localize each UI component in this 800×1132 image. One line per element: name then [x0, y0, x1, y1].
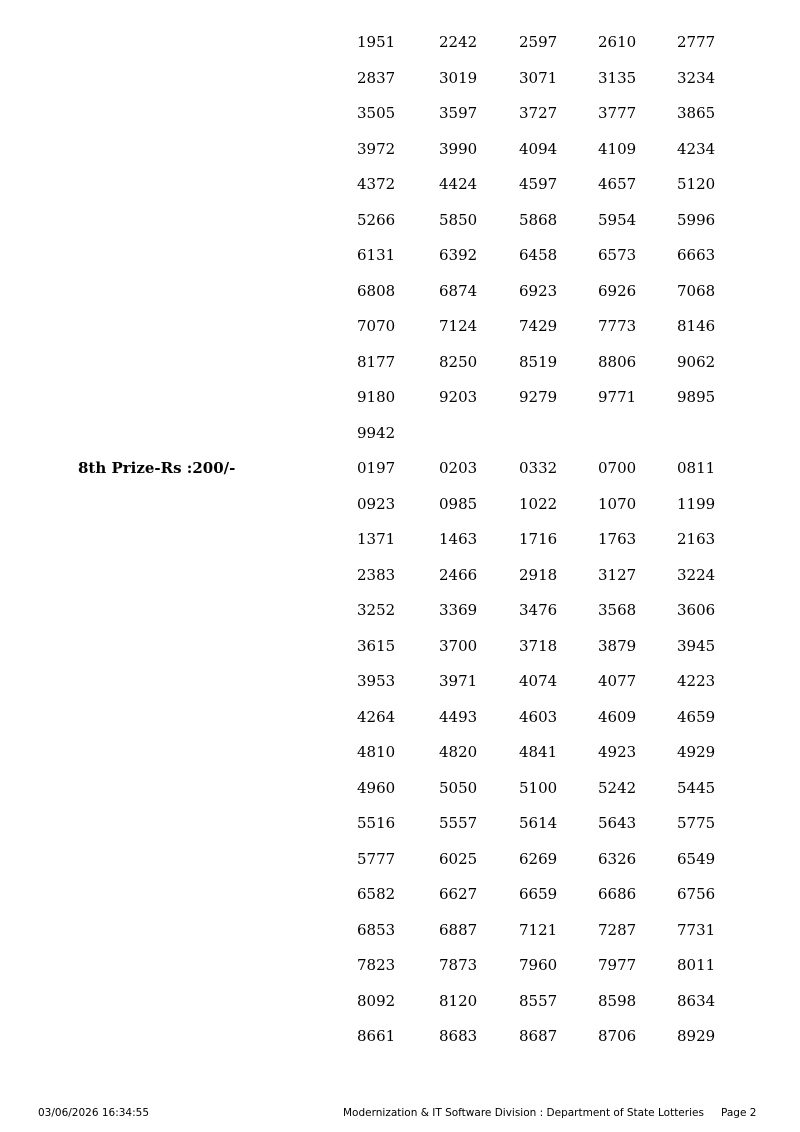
ticket-number: 6756 [677, 885, 716, 903]
number-row [357, 566, 757, 584]
ticket-number: 6923 [519, 281, 558, 300]
ticket-number: 3127 [598, 565, 637, 584]
ticket-number: 4074 [519, 672, 558, 690]
ticket-number: 5557 [439, 814, 478, 832]
footer-timestamp: 03/06/2026 16:34:55 [38, 1107, 150, 1119]
prize-label: 8th Prize-Rs :200/- [78, 459, 236, 477]
number-row [357, 353, 757, 371]
number-row [357, 921, 757, 939]
ticket-number: 5775 [677, 814, 716, 832]
ticket-number: 3615 [357, 636, 396, 655]
footer-page-number: Page 2 [721, 1107, 757, 1119]
ticket-number: 1763 [598, 530, 637, 548]
ticket-number: 7121 [519, 920, 558, 939]
number-row [357, 69, 757, 87]
ticket-number: 4657 [598, 175, 637, 193]
number-row [357, 743, 757, 761]
ticket-number: 4820 [439, 743, 478, 761]
number-row [357, 282, 757, 300]
ticket-number: 1199 [677, 494, 716, 513]
ticket-number: 3369 [439, 601, 478, 619]
ticket-number: 9942 [357, 423, 396, 442]
ticket-number: 0700 [598, 459, 637, 477]
ticket-number: 0332 [519, 459, 558, 477]
ticket-number: 7960 [519, 956, 558, 974]
ticket-number: 0811 [677, 459, 716, 477]
ticket-number: 8557 [519, 991, 558, 1010]
ticket-number: 0203 [439, 459, 478, 477]
ticket-number: 9203 [439, 388, 478, 406]
ticket-number: 3727 [519, 104, 558, 122]
ticket-number: 3865 [677, 104, 716, 122]
ticket-number: 2610 [598, 33, 637, 51]
ticket-number: 6926 [598, 281, 637, 300]
ticket-number: 8250 [439, 352, 478, 371]
ticket-number: 5266 [357, 210, 396, 229]
ticket-number: 6326 [598, 849, 637, 868]
ticket-number: 4603 [519, 707, 558, 726]
ticket-number: 2163 [677, 530, 716, 548]
ticket-number: 6874 [439, 281, 478, 300]
ticket-number: 6686 [598, 885, 637, 903]
ticket-number: 3071 [519, 68, 558, 87]
ticket-number: 5445 [677, 778, 716, 797]
ticket-number: 8011 [677, 956, 716, 974]
ticket-number: 0985 [439, 494, 478, 513]
ticket-number: 4597 [519, 175, 558, 193]
ticket-number: 6573 [598, 246, 637, 264]
number-row [357, 637, 757, 655]
ticket-number: 3505 [357, 104, 396, 122]
ticket-number: 7287 [598, 920, 637, 939]
ticket-number: 3476 [519, 601, 558, 619]
ticket-number: 5996 [677, 210, 716, 229]
number-row [357, 424, 757, 442]
ticket-number: 2837 [357, 68, 396, 87]
ticket-number: 3252 [357, 601, 396, 619]
ticket-number: 4109 [598, 139, 637, 158]
ticket-number: 2597 [519, 33, 558, 51]
number-row [357, 708, 757, 726]
ticket-number: 4929 [677, 743, 716, 761]
ticket-number: 1716 [519, 530, 558, 548]
ticket-number: 3135 [598, 68, 637, 87]
number-row [357, 317, 757, 335]
ticket-number: 8806 [598, 352, 637, 371]
ticket-number: 6887 [439, 920, 478, 939]
ticket-number: 8177 [357, 352, 396, 371]
ticket-number: 5242 [598, 778, 637, 797]
ticket-number: 8598 [598, 991, 637, 1010]
ticket-number: 7070 [357, 317, 396, 335]
ticket-number: 4659 [677, 707, 716, 726]
ticket-number: 3945 [677, 636, 716, 655]
ticket-number: 2383 [357, 565, 396, 584]
number-row [357, 992, 757, 1010]
number-row [357, 211, 757, 229]
ticket-number: 2777 [677, 33, 716, 51]
ticket-number: 2918 [519, 565, 558, 584]
number-row [357, 779, 757, 797]
ticket-number: 8683 [439, 1027, 478, 1045]
ticket-number: 4424 [439, 175, 478, 193]
ticket-number: 6392 [439, 246, 478, 264]
ticket-number: 5050 [439, 778, 478, 797]
number-row [357, 33, 757, 51]
ticket-number: 8706 [598, 1027, 637, 1045]
ticket-number: 3972 [357, 139, 396, 158]
ticket-number: 9771 [598, 388, 637, 406]
number-row [357, 956, 757, 974]
ticket-number: 8120 [439, 991, 478, 1010]
ticket-number: 0923 [357, 494, 396, 513]
ticket-number: 5100 [519, 778, 558, 797]
number-row [357, 850, 757, 868]
ticket-number: 8687 [519, 1027, 558, 1045]
ticket-number: 3777 [598, 104, 637, 122]
ticket-number: 7823 [357, 956, 396, 974]
number-row [357, 459, 757, 477]
ticket-number: 9062 [677, 352, 716, 371]
ticket-number: 8146 [677, 317, 716, 335]
ticket-number: 9279 [519, 388, 558, 406]
ticket-number: 7873 [439, 956, 478, 974]
ticket-number: 4810 [357, 743, 396, 761]
ticket-number: 6458 [519, 246, 558, 264]
ticket-number: 6659 [519, 885, 558, 903]
footer-division: Modernization & IT Software Division : Department of State Lotteries [343, 1107, 704, 1119]
number-row [357, 885, 757, 903]
ticket-number: 1951 [357, 33, 396, 51]
ticket-number: 4077 [598, 672, 637, 690]
ticket-number: 6131 [357, 246, 396, 264]
ticket-number: 1463 [439, 530, 478, 548]
ticket-number: 6582 [357, 885, 396, 903]
ticket-number: 5120 [677, 175, 716, 193]
ticket-number: 3700 [439, 636, 478, 655]
ticket-number: 7731 [677, 920, 716, 939]
ticket-number: 1070 [598, 494, 637, 513]
ticket-number: 3019 [439, 68, 478, 87]
number-row [357, 495, 757, 513]
number-row [357, 104, 757, 122]
ticket-number: 2466 [439, 565, 478, 584]
ticket-number: 5614 [519, 814, 558, 832]
ticket-number: 3879 [598, 636, 637, 655]
ticket-number: 1022 [519, 494, 558, 513]
ticket-number: 4493 [439, 707, 478, 726]
ticket-number: 4841 [519, 743, 558, 761]
ticket-number: 6663 [677, 246, 716, 264]
ticket-number: 3990 [439, 139, 478, 158]
ticket-number: 3568 [598, 601, 637, 619]
ticket-number: 3718 [519, 636, 558, 655]
number-row [357, 530, 757, 548]
ticket-number: 4234 [677, 139, 716, 158]
ticket-number: 6627 [439, 885, 478, 903]
ticket-number: 8519 [519, 352, 558, 371]
ticket-number: 9180 [357, 388, 396, 406]
ticket-number: 3597 [439, 104, 478, 122]
ticket-number: 4609 [598, 707, 637, 726]
number-row [357, 1027, 757, 1045]
ticket-number: 3234 [677, 68, 716, 87]
ticket-number: 6808 [357, 281, 396, 300]
ticket-number: 3224 [677, 565, 716, 584]
ticket-number: 1371 [357, 530, 396, 548]
ticket-number: 3606 [677, 601, 716, 619]
ticket-number: 6549 [677, 849, 716, 868]
ticket-number: 8634 [677, 991, 716, 1010]
number-row [357, 601, 757, 619]
number-row [357, 672, 757, 690]
ticket-number: 5868 [519, 210, 558, 229]
ticket-number: 7773 [598, 317, 637, 335]
ticket-number: 5643 [598, 814, 637, 832]
ticket-number: 5850 [439, 210, 478, 229]
number-row [357, 246, 757, 264]
ticket-number: 7977 [598, 956, 637, 974]
ticket-number: 4094 [519, 139, 558, 158]
ticket-number: 7124 [439, 317, 478, 335]
ticket-number: 5777 [357, 849, 396, 868]
ticket-number: 4923 [598, 743, 637, 761]
ticket-number: 6853 [357, 920, 396, 939]
ticket-number: 4264 [357, 707, 396, 726]
ticket-number: 7429 [519, 317, 558, 335]
ticket-number: 5516 [357, 814, 396, 832]
number-row [357, 140, 757, 158]
ticket-number: 2242 [439, 33, 478, 51]
ticket-number: 7068 [677, 281, 716, 300]
ticket-number: 3953 [357, 672, 396, 690]
ticket-number: 8092 [357, 991, 396, 1010]
ticket-number: 6269 [519, 849, 558, 868]
ticket-number: 3971 [439, 672, 478, 690]
number-row [357, 175, 757, 193]
ticket-number: 0197 [357, 459, 396, 477]
ticket-number: 4372 [357, 175, 396, 193]
ticket-number: 6025 [439, 849, 478, 868]
ticket-number: 4960 [357, 778, 396, 797]
number-row [357, 814, 757, 832]
number-row [357, 388, 757, 406]
ticket-number: 8661 [357, 1027, 396, 1045]
ticket-number: 4223 [677, 672, 716, 690]
ticket-number: 8929 [677, 1027, 716, 1045]
ticket-number: 9895 [677, 388, 716, 406]
ticket-number: 5954 [598, 210, 637, 229]
